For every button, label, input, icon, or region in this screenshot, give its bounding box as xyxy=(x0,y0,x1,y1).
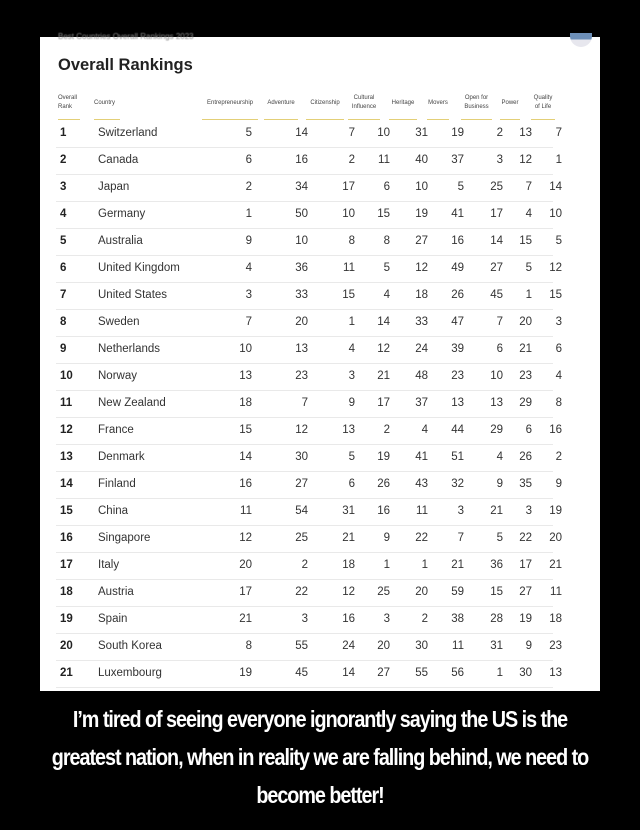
score-cell-entrepreneurship: 9 xyxy=(245,235,252,247)
column-header-label: Cultural xyxy=(353,95,375,101)
score-cell-adventure: 50 xyxy=(295,208,308,220)
rank-cell: 11 xyxy=(60,397,73,409)
score-cell-heritage: 22 xyxy=(415,532,428,544)
score-cell-adventure: 36 xyxy=(295,262,308,274)
score-cell-power: 23 xyxy=(519,370,532,382)
score-cell-quality-of-life: 3 xyxy=(555,316,562,328)
score-cell-entrepreneurship: 8 xyxy=(245,640,252,652)
score-cell-quality-of-life: 15 xyxy=(549,289,562,301)
score-cell-power: 12 xyxy=(519,154,532,166)
score-cell-cultural-influence: 15 xyxy=(377,208,390,220)
score-cell-entrepreneurship: 18 xyxy=(239,397,252,409)
score-cell-citizenship: 17 xyxy=(342,181,355,193)
table-row xyxy=(56,309,562,337)
country-link[interactable]: Luxembourg xyxy=(98,667,162,679)
score-cell-quality-of-life: 21 xyxy=(549,559,562,571)
column-header-adventure[interactable] xyxy=(264,90,298,116)
score-cell-cultural-influence: 16 xyxy=(377,505,390,517)
score-cell-power: 13 xyxy=(519,127,532,139)
score-cell-citizenship: 18 xyxy=(342,559,355,571)
score-cell-cultural-influence: 4 xyxy=(383,289,390,301)
score-cell-adventure: 54 xyxy=(295,505,308,517)
score-cell-power: 21 xyxy=(519,343,532,355)
score-cell-cultural-influence: 2 xyxy=(383,424,390,436)
score-cell-cultural-influence: 5 xyxy=(383,262,390,274)
score-cell-quality-of-life: 2 xyxy=(555,451,562,463)
score-cell-power: 17 xyxy=(519,559,532,571)
score-cell-open-for-business: 14 xyxy=(490,235,503,247)
score-cell-cultural-influence: 26 xyxy=(377,478,390,490)
country-link[interactable]: Italy xyxy=(98,559,120,571)
score-cell-heritage: 30 xyxy=(415,640,428,652)
score-cell-quality-of-life: 8 xyxy=(555,397,562,409)
country-link[interactable]: Switzerland xyxy=(98,127,158,139)
score-cell-open-for-business: 13 xyxy=(490,397,503,409)
table-row xyxy=(56,120,562,148)
score-cell-heritage: 20 xyxy=(415,586,428,598)
score-cell-movers: 51 xyxy=(451,451,464,463)
rank-cell: 18 xyxy=(60,586,73,598)
score-cell-open-for-business: 9 xyxy=(496,478,503,490)
score-cell-movers: 7 xyxy=(457,532,464,544)
score-cell-entrepreneurship: 20 xyxy=(239,559,252,571)
score-cell-citizenship: 10 xyxy=(342,208,355,220)
score-cell-open-for-business: 27 xyxy=(490,262,503,274)
score-cell-movers: 16 xyxy=(451,235,464,247)
score-cell-quality-of-life: 1 xyxy=(555,154,562,166)
score-cell-entrepreneurship: 14 xyxy=(239,451,252,463)
score-cell-open-for-business: 5 xyxy=(496,532,503,544)
score-cell-adventure: 3 xyxy=(301,613,308,625)
score-cell-adventure: 34 xyxy=(295,181,308,193)
rank-cell: 19 xyxy=(60,613,73,625)
score-cell-heritage: 31 xyxy=(415,127,428,139)
table-row xyxy=(56,660,562,688)
score-cell-adventure: 23 xyxy=(295,370,308,382)
score-cell-movers: 26 xyxy=(451,289,464,301)
table-row xyxy=(56,282,562,310)
score-cell-adventure: 27 xyxy=(295,478,308,490)
rank-cell: 8 xyxy=(60,316,67,328)
score-cell-open-for-business: 10 xyxy=(490,370,503,382)
score-cell-adventure: 14 xyxy=(295,127,308,139)
rank-cell: 6 xyxy=(60,262,67,274)
column-header-rank[interactable] xyxy=(58,90,80,116)
score-cell-cultural-influence: 3 xyxy=(383,613,390,625)
column-header-power[interactable] xyxy=(500,90,520,116)
score-cell-power: 20 xyxy=(519,316,532,328)
score-cell-citizenship: 7 xyxy=(348,127,355,139)
column-header-quality-of-life[interactable] xyxy=(531,90,555,116)
score-cell-movers: 44 xyxy=(451,424,464,436)
score-cell-heritage: 19 xyxy=(415,208,428,220)
score-cell-open-for-business: 6 xyxy=(496,343,503,355)
score-cell-citizenship: 31 xyxy=(342,505,355,517)
score-cell-power: 22 xyxy=(519,532,532,544)
rank-cell: 13 xyxy=(60,451,73,463)
score-cell-adventure: 30 xyxy=(295,451,308,463)
column-header-label: Adventure xyxy=(267,99,295,106)
column-header-label: Movers xyxy=(428,99,448,106)
score-cell-cultural-influence: 11 xyxy=(378,154,390,166)
score-cell-movers: 13 xyxy=(451,397,464,409)
score-cell-quality-of-life: 13 xyxy=(549,667,562,679)
column-header-label: Overall xyxy=(58,95,78,101)
score-cell-quality-of-life: 14 xyxy=(549,181,562,193)
score-cell-adventure: 45 xyxy=(295,667,308,679)
score-cell-citizenship: 11 xyxy=(343,262,355,274)
column-header-country[interactable] xyxy=(94,90,120,116)
score-cell-quality-of-life: 19 xyxy=(549,505,562,517)
logo-icon xyxy=(570,33,592,47)
score-cell-entrepreneurship: 2 xyxy=(245,181,252,193)
score-cell-heritage: 37 xyxy=(415,397,428,409)
score-cell-open-for-business: 21 xyxy=(490,505,503,517)
rank-cell: 16 xyxy=(60,532,73,544)
table-row xyxy=(56,633,562,661)
rankings-panel xyxy=(40,32,600,691)
score-cell-heritage: 40 xyxy=(415,154,428,166)
rank-cell: 9 xyxy=(60,343,67,355)
country-link[interactable]: Spain xyxy=(98,613,128,625)
score-cell-power: 30 xyxy=(519,667,532,679)
score-cell-open-for-business: 1 xyxy=(496,667,503,679)
score-cell-quality-of-life: 20 xyxy=(549,532,562,544)
country-link[interactable]: Singapore xyxy=(98,532,151,544)
page-title: Overall Rankings xyxy=(58,56,193,74)
rank-cell: 15 xyxy=(60,505,73,517)
score-cell-power: 1 xyxy=(525,289,532,301)
score-cell-power: 5 xyxy=(525,262,532,274)
score-cell-power: 29 xyxy=(519,397,532,409)
table-row xyxy=(56,255,562,283)
score-cell-entrepreneurship: 16 xyxy=(239,478,252,490)
column-header-label: Country xyxy=(94,99,116,106)
score-cell-adventure: 33 xyxy=(295,289,308,301)
score-cell-movers: 49 xyxy=(451,262,464,274)
score-cell-power: 19 xyxy=(519,613,532,625)
score-cell-open-for-business: 36 xyxy=(490,559,503,571)
rank-cell: 4 xyxy=(60,208,67,220)
country-link[interactable]: Austria xyxy=(98,586,134,598)
country-link[interactable]: United States xyxy=(98,289,168,301)
score-cell-adventure: 2 xyxy=(301,559,308,571)
table-row xyxy=(56,606,562,634)
table-row xyxy=(56,525,562,553)
score-cell-heritage: 1 xyxy=(421,559,428,571)
score-cell-power: 26 xyxy=(519,451,532,463)
score-cell-open-for-business: 28 xyxy=(490,613,503,625)
score-cell-citizenship: 1 xyxy=(348,316,355,328)
country-link[interactable]: Netherlands xyxy=(98,343,161,355)
score-cell-open-for-business: 15 xyxy=(490,586,503,598)
score-cell-entrepreneurship: 13 xyxy=(239,370,252,382)
rank-cell: 1 xyxy=(60,127,67,139)
column-header-citizenship[interactable] xyxy=(306,90,344,116)
country-link[interactable]: Canada xyxy=(98,154,139,166)
score-cell-heritage: 41 xyxy=(415,451,428,463)
country-link[interactable]: China xyxy=(98,505,129,517)
country-link[interactable]: United Kingdom xyxy=(98,262,180,274)
rank-cell: 20 xyxy=(60,640,73,652)
score-cell-heritage: 4 xyxy=(421,424,428,436)
table-row xyxy=(56,471,562,499)
score-cell-citizenship: 3 xyxy=(348,370,355,382)
score-cell-heritage: 24 xyxy=(415,343,428,355)
score-cell-cultural-influence: 1 xyxy=(383,559,390,571)
score-cell-citizenship: 6 xyxy=(348,478,355,490)
score-cell-citizenship: 8 xyxy=(348,235,355,247)
score-cell-movers: 23 xyxy=(451,370,464,382)
country-link[interactable]: Germany xyxy=(98,208,146,220)
score-cell-cultural-influence: 20 xyxy=(377,640,390,652)
score-cell-power: 9 xyxy=(525,640,532,652)
table-row xyxy=(56,498,562,526)
score-cell-heritage: 55 xyxy=(415,667,428,679)
score-cell-cultural-influence: 21 xyxy=(377,370,390,382)
score-cell-heritage: 2 xyxy=(421,613,428,625)
score-cell-power: 7 xyxy=(525,181,532,193)
score-cell-heritage: 27 xyxy=(415,235,428,247)
country-link[interactable]: Denmark xyxy=(98,451,145,463)
score-cell-citizenship: 5 xyxy=(348,451,355,463)
score-cell-adventure: 20 xyxy=(295,316,308,328)
country-link[interactable]: Australia xyxy=(98,235,143,247)
score-cell-movers: 39 xyxy=(451,343,464,355)
rank-cell: 17 xyxy=(60,559,73,571)
site-label: Best Countries Overall Rankings 2023 xyxy=(58,32,194,41)
score-cell-movers: 5 xyxy=(457,181,464,193)
score-cell-movers: 19 xyxy=(451,127,464,139)
rank-cell: 2 xyxy=(60,154,67,166)
score-cell-citizenship: 9 xyxy=(348,397,355,409)
column-header-label: Business xyxy=(464,104,489,110)
score-cell-heritage: 10 xyxy=(415,181,428,193)
column-header-open-for-business[interactable] xyxy=(461,90,492,116)
column-header-movers[interactable] xyxy=(427,90,449,116)
score-cell-open-for-business: 29 xyxy=(490,424,503,436)
score-cell-adventure: 16 xyxy=(295,154,308,166)
table-row xyxy=(56,174,562,202)
country-link[interactable]: Japan xyxy=(98,181,130,193)
score-cell-quality-of-life: 11 xyxy=(550,586,562,598)
score-cell-power: 6 xyxy=(525,424,532,436)
score-cell-citizenship: 4 xyxy=(348,343,355,355)
table-row xyxy=(56,363,562,391)
score-cell-open-for-business: 3 xyxy=(496,154,503,166)
score-cell-movers: 56 xyxy=(451,667,464,679)
score-cell-entrepreneurship: 7 xyxy=(245,316,252,328)
score-cell-adventure: 7 xyxy=(301,397,308,409)
score-cell-cultural-influence: 12 xyxy=(377,343,390,355)
score-cell-movers: 38 xyxy=(451,613,464,625)
score-cell-cultural-influence: 9 xyxy=(383,532,390,544)
score-cell-quality-of-life: 12 xyxy=(549,262,562,274)
table-row xyxy=(56,147,562,175)
score-cell-quality-of-life: 10 xyxy=(549,208,562,220)
score-cell-cultural-influence: 25 xyxy=(377,586,390,598)
score-cell-power: 3 xyxy=(525,505,532,517)
country-link[interactable]: New Zealand xyxy=(98,397,166,409)
rank-cell: 12 xyxy=(60,424,73,436)
score-cell-heritage: 18 xyxy=(415,289,428,301)
score-cell-entrepreneurship: 1 xyxy=(245,208,252,220)
score-cell-movers: 32 xyxy=(451,478,464,490)
country-link[interactable]: France xyxy=(98,424,134,436)
column-header-entrepreneurship[interactable] xyxy=(202,90,258,116)
score-cell-entrepreneurship: 15 xyxy=(239,424,252,436)
score-cell-entrepreneurship: 6 xyxy=(245,154,252,166)
score-cell-quality-of-life: 7 xyxy=(555,127,562,139)
score-cell-cultural-influence: 8 xyxy=(383,235,390,247)
score-cell-open-for-business: 17 xyxy=(490,208,503,220)
score-cell-movers: 41 xyxy=(451,208,464,220)
column-header-label: Quality xyxy=(533,95,553,101)
score-cell-heritage: 11 xyxy=(416,505,428,517)
score-cell-entrepreneurship: 5 xyxy=(245,127,252,139)
score-cell-movers: 3 xyxy=(457,505,464,517)
score-cell-citizenship: 12 xyxy=(342,586,355,598)
score-cell-entrepreneurship: 17 xyxy=(239,586,252,598)
score-cell-heritage: 12 xyxy=(415,262,428,274)
country-link[interactable]: Finland xyxy=(98,478,136,490)
score-cell-open-for-business: 25 xyxy=(490,181,503,193)
score-cell-citizenship: 14 xyxy=(342,667,355,679)
score-cell-movers: 59 xyxy=(451,586,464,598)
score-cell-adventure: 25 xyxy=(295,532,308,544)
table-row xyxy=(56,579,562,607)
score-cell-cultural-influence: 6 xyxy=(383,181,390,193)
score-cell-open-for-business: 2 xyxy=(496,127,503,139)
score-cell-quality-of-life: 6 xyxy=(555,343,562,355)
score-cell-power: 15 xyxy=(519,235,532,247)
column-header-heritage[interactable] xyxy=(389,90,417,116)
column-header-label: Entrepreneurship xyxy=(206,99,254,106)
score-cell-power: 4 xyxy=(525,208,532,220)
country-link[interactable]: South Korea xyxy=(98,640,162,652)
score-cell-heritage: 33 xyxy=(415,316,428,328)
column-header-label: Citizenship xyxy=(310,99,340,106)
score-cell-movers: 11 xyxy=(452,640,464,652)
rank-cell: 14 xyxy=(60,478,73,490)
score-cell-cultural-influence: 14 xyxy=(377,316,390,328)
score-cell-citizenship: 2 xyxy=(348,154,355,166)
score-cell-movers: 37 xyxy=(451,154,464,166)
score-cell-heritage: 48 xyxy=(415,370,428,382)
column-header-label: Power xyxy=(501,99,519,106)
column-header-label: Rank xyxy=(58,104,73,110)
score-cell-open-for-business: 31 xyxy=(490,640,503,652)
score-cell-citizenship: 21 xyxy=(342,532,355,544)
score-cell-adventure: 12 xyxy=(295,424,308,436)
score-cell-quality-of-life: 23 xyxy=(549,640,562,652)
score-cell-open-for-business: 45 xyxy=(490,289,503,301)
country-link[interactable]: Norway xyxy=(98,370,137,382)
table-row xyxy=(56,201,562,229)
rank-cell: 5 xyxy=(60,235,67,247)
score-cell-movers: 21 xyxy=(451,559,464,571)
table-row xyxy=(56,444,562,472)
rank-cell: 21 xyxy=(60,667,73,679)
score-cell-power: 35 xyxy=(519,478,532,490)
score-cell-quality-of-life: 16 xyxy=(549,424,562,436)
score-cell-quality-of-life: 18 xyxy=(549,613,562,625)
score-cell-adventure: 13 xyxy=(295,343,308,355)
score-cell-citizenship: 13 xyxy=(342,424,355,436)
score-cell-cultural-influence: 10 xyxy=(377,127,390,139)
column-header-cultural-influence[interactable] xyxy=(348,90,380,116)
table-row xyxy=(56,228,562,256)
column-header-label: Heritage xyxy=(391,99,415,106)
table-row xyxy=(56,390,562,418)
score-cell-quality-of-life: 5 xyxy=(555,235,562,247)
score-cell-quality-of-life: 4 xyxy=(555,370,562,382)
table-row xyxy=(56,552,562,580)
column-header-label: Open for xyxy=(464,95,489,101)
country-link[interactable]: Sweden xyxy=(98,316,140,328)
table-row xyxy=(56,417,562,445)
score-cell-heritage: 43 xyxy=(415,478,428,490)
score-cell-entrepreneurship: 10 xyxy=(239,343,252,355)
meme-caption: I’m tired of seeing everyone ignorantly saying the US is the greatest nation, when in reality we are falling behind, we need to become better! xyxy=(51,706,589,808)
score-cell-quality-of-life: 9 xyxy=(555,478,562,490)
score-cell-citizenship: 24 xyxy=(342,640,355,652)
score-cell-entrepreneurship: 19 xyxy=(239,667,252,679)
rank-cell: 10 xyxy=(60,370,73,382)
score-cell-entrepreneurship: 4 xyxy=(245,262,252,274)
column-header-label: of Life xyxy=(534,104,552,110)
score-cell-citizenship: 16 xyxy=(342,613,355,625)
score-cell-entrepreneurship: 12 xyxy=(239,532,252,544)
score-cell-entrepreneurship: 3 xyxy=(245,289,252,301)
rank-cell: 3 xyxy=(60,181,67,193)
score-cell-cultural-influence: 19 xyxy=(377,451,390,463)
score-cell-adventure: 22 xyxy=(295,586,308,598)
score-cell-movers: 47 xyxy=(451,316,464,328)
score-cell-cultural-influence: 17 xyxy=(377,397,390,409)
score-cell-cultural-influence: 27 xyxy=(377,667,390,679)
score-cell-open-for-business: 7 xyxy=(496,316,503,328)
column-header-label: Influence xyxy=(351,104,377,110)
score-cell-adventure: 10 xyxy=(295,235,308,247)
score-cell-entrepreneurship: 11 xyxy=(240,505,252,517)
score-cell-citizenship: 15 xyxy=(342,289,355,301)
score-cell-adventure: 55 xyxy=(295,640,308,652)
rank-cell: 7 xyxy=(60,289,67,301)
score-cell-entrepreneurship: 21 xyxy=(239,613,252,625)
score-cell-open-for-business: 4 xyxy=(496,451,503,463)
score-cell-power: 27 xyxy=(519,586,532,598)
table-row xyxy=(56,336,562,364)
